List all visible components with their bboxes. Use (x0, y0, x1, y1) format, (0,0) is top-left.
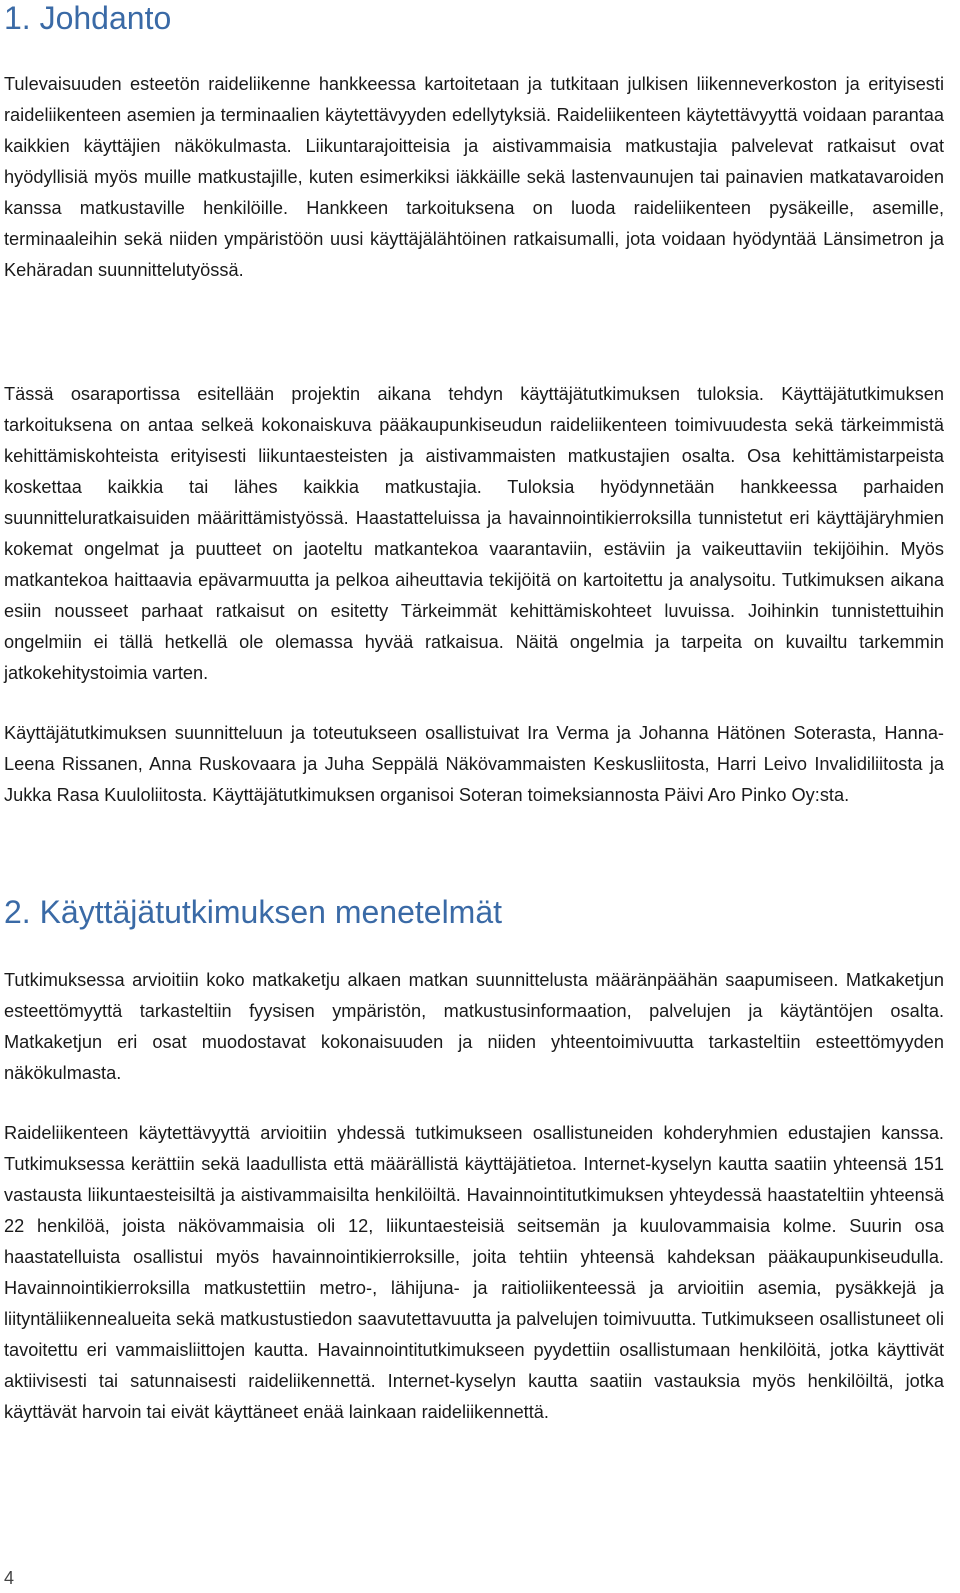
section-1-heading: 1. Johdanto (4, 0, 172, 36)
page-number: 4 (4, 1568, 15, 1588)
section-1-paragraph-3: Käyttäjätutkimuksen suunnitteluun ja toteutukseen osallistuivat Ira Verma ja Johanna Hätönen Soterasta, Hanna-Leena Rissanen, Anna Ruskovaara ja Juha Seppälä Näkövammaisten Keskusliitosta, Harri Leivo Invalidiliitosta ja Jukka Rasa Kuuloliitosta. Käyttäjätutkimuksen organisoi Soteran toimeksiannosta Päivi Aro Pinko Oy:sta. (4, 723, 944, 805)
section-2-heading: 2. Käyttäjätutkimuksen menetelmät (4, 894, 503, 930)
section-2-paragraph-2: Raideliikenteen käytettävyyttä arvioitiin yhdessä tutkimukseen osallistuneiden kohderyhmien edustajien kanssa. Tutkimuksessa kerättiin sekä laadullista että määrällistä käyttäjätietoa. Internet-kyselyn kautta saatiin yhteensä 151 vastausta liikuntaesteisiltä ja aistivammaisilta henkilöiltä. Havainnointitutkimuksen yhteydessä haastateltiin yhteensä 22 henkilöä, joista näkövammaisia oli 12, liikuntaesteisiä seitsemän ja kuulovammaisia kolme. Suurin osa haastatelluista osallistui myös havainnointikierroksille, joita tehtiin yhteensä kahdeksan pääkaupunkiseudulla. Havainnointikierroksilla matkustettiin metro-, lähijuna- ja raitioliikenteessä ja arvioitiin asemia, pysäkkejä ja liityntäliikennealueita sekä matkustustiedon saavutettavuutta ja palvelujen toimivuutta. Tutkimukseen osallistuneet oli tavoitettu eri vammaisliittojen kautta. Havainnointitutkimukseen pyydettiin osallistumaan henkilöitä, jotka käyttivät aktiivisesti tai satunnaisesti raideliikennettä. Internet-kyselyn kautta saatiin vastauksia myös henkilöiltä, jotka käyttävät harvoin tai eivät käyttäneet enää lainkaan raideliikennettä. (4, 1123, 944, 1422)
section-2-paragraph-1: Tutkimuksessa arvioitiin koko matkaketju alkaen matkan suunnittelusta määränpäähän saapumiseen. Matkaketjun esteettömyyttä tarkasteltiin fyysisen ympäristön, matkustusinformaation, palvelujen ja käytäntöjen osalta. Matkaketjun eri osat muodostavat kokonaisuuden ja niiden yhteentoimivuutta tarkasteltiin esteettömyyden näkökulmasta. (4, 970, 944, 1083)
section-1-paragraph-2: Tässä osaraportissa esitellään projektin aikana tehdyn käyttäjätutkimuksen tuloksia. Käyttäjätutkimuksen tarkoituksena on antaa selkeä kokonaiskuva pääkaupunkiseudun raideliikenteen toimivuudesta sekä tärkeimmistä kehittämiskohteista erityisesti liikuntaesteisten ja aistivammaisten matkustajien osalta. Osa kehittämistarpeista koskettaa kaikkia tai lähes kaikkia matkustajia. Tuloksia hyödynnetään hankkeessa parhaiden suunnitteluratkaisuiden määrittämistyössä. Haastatteluissa ja havainnointikierroksilla tunnistetut eri käyttäjäryhmien kokemat ongelmat ja puutteet on jaoteltu matkantekoa vaarantaviin, estäviin ja vaikeuttaviin tekijöihin. Myös matkantekoa haittaavia epävarmuutta ja pelkoa aiheuttavia tekijöitä on kartoitettu ja analysoitu. Tutkimuksen aikana esiin nousseet parhaat ratkaisut on esitetty Tärkeimmät kehittämiskohteet luvuissa. Joihinkin tunnistettuihin ongelmiin ei tällä hetkellä ole olemassa hyvää ratkaisua. Näitä ongelmia ja tarpeita on kuvailtu tarkemmin jatkokehitystoimia varten. (4, 384, 944, 683)
section-1-paragraph-1: Tulevaisuuden esteetön raideliikenne hankkeessa kartoitetaan ja tutkitaan julkisen liikenneverkoston ja erityisesti raideliikenteen asemien ja terminaalien käytettävyyden edellytyksiä. Raideliikenteen käytettävyyttä voidaan parantaa kaikkien käyttäjien näkökulmasta. Liikuntarajoitteisia ja aistivammaisia matkustajia palvelevat ratkaisut ovat hyödyllisiä myös muille matkustajille, kuten esimerkiksi iäkkäille sekä lastenvaunujen tai painavien matkatavaroiden kanssa matkustaville henkilöille. Hankkeen tarkoituksena on luoda raideliikenteen pysäkeille, asemille, terminaaleihin sekä niiden ympäristöön uusi käyttäjälähtöinen ratkaisumalli, jota voidaan hyödyntää Länsimetron ja Kehäradan suunnittelutyössä. (4, 74, 944, 280)
